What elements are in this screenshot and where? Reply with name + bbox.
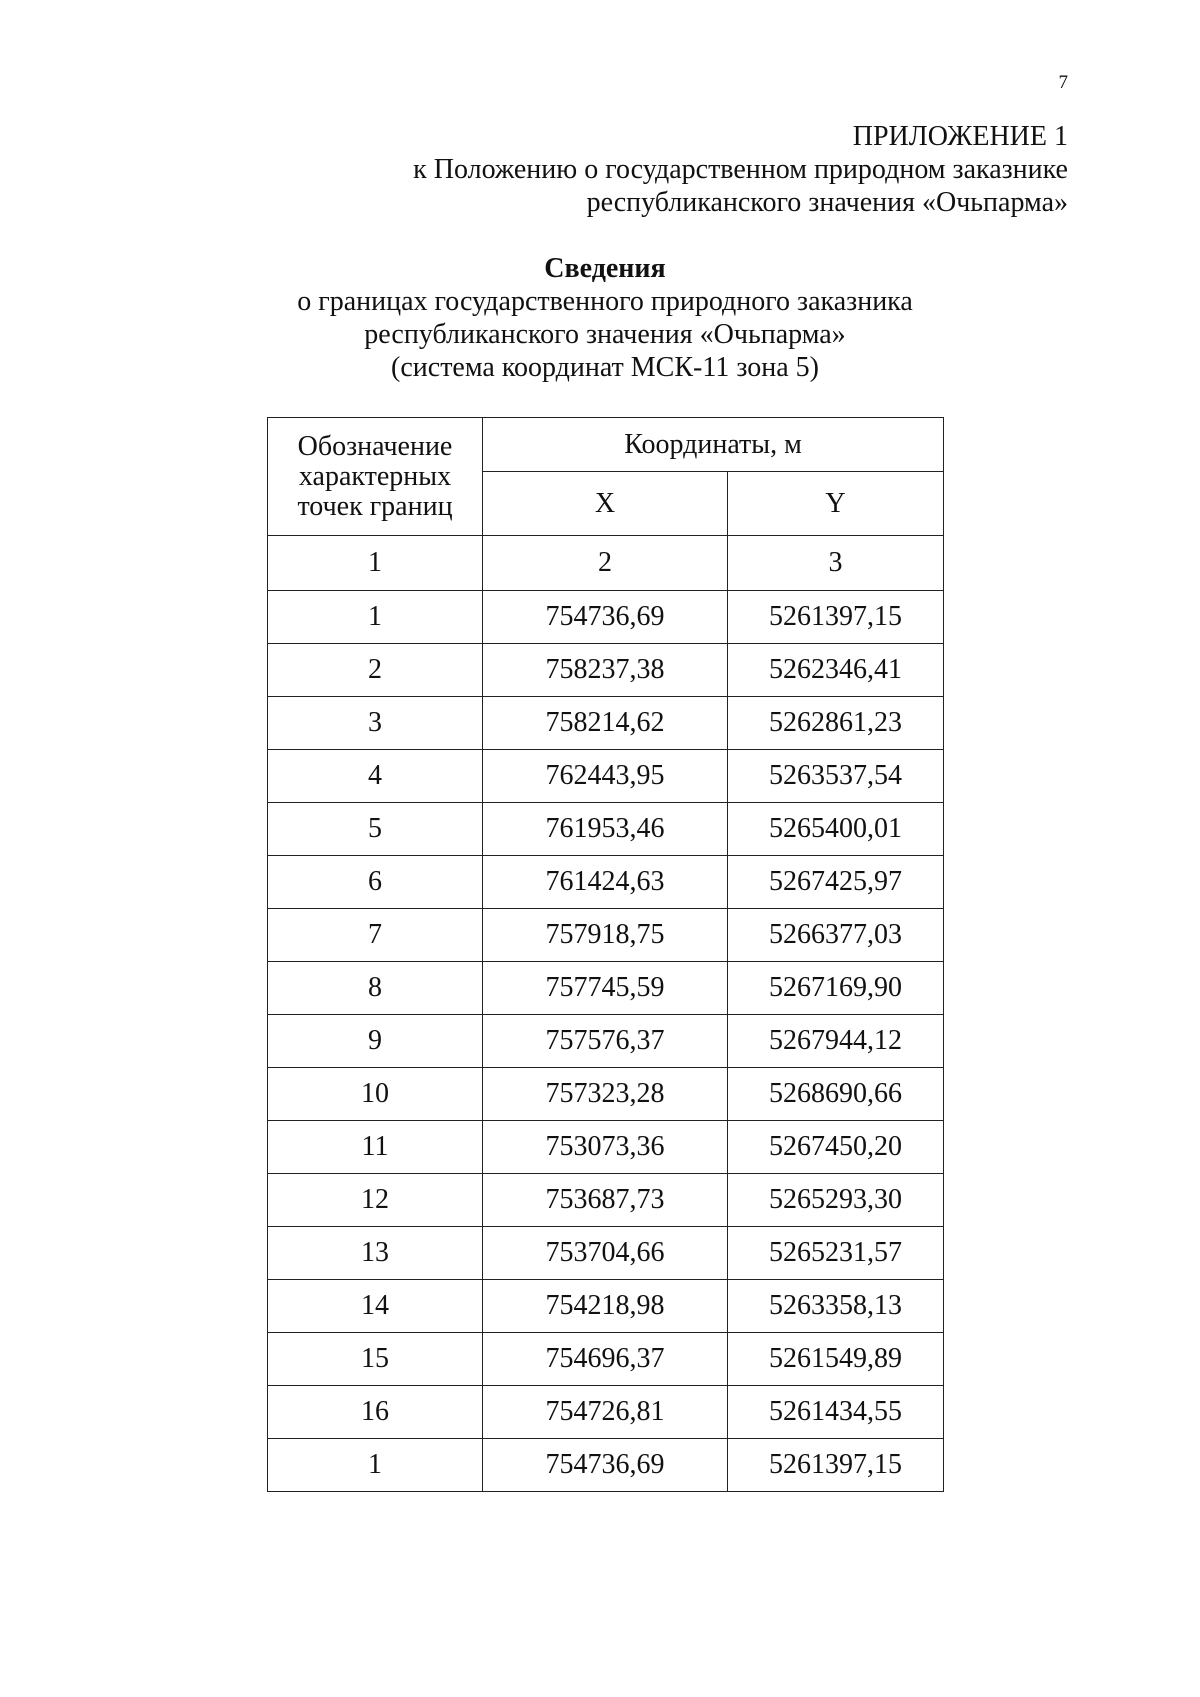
cell-y: 5261397,15 bbox=[728, 591, 944, 644]
appendix-title: ПРИЛОЖЕНИЕ 1 bbox=[852, 121, 1068, 152]
cell-x: 758214,62 bbox=[483, 697, 728, 750]
header-coords-cell: Координаты, м bbox=[483, 418, 944, 472]
heading-line-2: республиканского значения «Очьпарма» bbox=[364, 319, 846, 350]
cell-y: 5265293,30 bbox=[728, 1174, 944, 1227]
cell-x: 762443,95 bbox=[483, 750, 728, 803]
heading-line-3: (система координат МСК-11 зона 5) bbox=[391, 352, 819, 383]
heading-line-1: о границах государственного природного заказника bbox=[297, 286, 913, 317]
cell-y: 5267944,12 bbox=[728, 1015, 944, 1068]
table-row bbox=[268, 1280, 944, 1333]
cell-y: 5262861,23 bbox=[728, 697, 944, 750]
cell-y: 5263358,13 bbox=[728, 1280, 944, 1333]
cell-point: 16 bbox=[268, 1386, 483, 1439]
document-heading bbox=[0, 252, 1200, 384]
heading-title: Сведения bbox=[544, 253, 666, 284]
table-row bbox=[268, 644, 944, 697]
cell-x: 754218,98 bbox=[483, 1280, 728, 1333]
table-row bbox=[268, 697, 944, 750]
table-row bbox=[268, 1015, 944, 1068]
table-row bbox=[268, 1068, 944, 1121]
cell-x: 757745,59 bbox=[483, 962, 728, 1015]
table-row bbox=[268, 1174, 944, 1227]
cell-y: 5263537,54 bbox=[728, 750, 944, 803]
cell-x: 761953,46 bbox=[483, 803, 728, 856]
cell-x: 757918,75 bbox=[483, 909, 728, 962]
index-cell-3: 3 bbox=[728, 536, 944, 591]
table-row bbox=[268, 591, 944, 644]
cell-x: 753073,36 bbox=[483, 1121, 728, 1174]
cell-x: 753704,66 bbox=[483, 1227, 728, 1280]
cell-y: 5268690,66 bbox=[728, 1068, 944, 1121]
table-row bbox=[268, 1439, 944, 1492]
cell-x: 753687,73 bbox=[483, 1174, 728, 1227]
cell-point: 15 bbox=[268, 1333, 483, 1386]
cell-point: 2 bbox=[268, 644, 483, 697]
table-row bbox=[268, 1386, 944, 1439]
cell-point: 12 bbox=[268, 1174, 483, 1227]
cell-y: 5266377,03 bbox=[728, 909, 944, 962]
cell-y: 5261549,89 bbox=[728, 1333, 944, 1386]
cell-point: 8 bbox=[268, 962, 483, 1015]
cell-x: 754736,69 bbox=[483, 591, 728, 644]
cell-point: 14 bbox=[268, 1280, 483, 1333]
cell-x: 757323,28 bbox=[483, 1068, 728, 1121]
table-row bbox=[268, 1227, 944, 1280]
table-row bbox=[268, 750, 944, 803]
table-index-row bbox=[268, 536, 944, 591]
table-row bbox=[268, 803, 944, 856]
cell-point: 13 bbox=[268, 1227, 483, 1280]
header-point-cell: Обозначение характерных точек границ bbox=[268, 418, 483, 536]
page-number: 7 bbox=[1058, 72, 1068, 93]
cell-y: 5261434,55 bbox=[728, 1386, 944, 1439]
cell-x: 754696,37 bbox=[483, 1333, 728, 1386]
cell-point: 4 bbox=[268, 750, 483, 803]
header-x-cell: X bbox=[483, 472, 728, 536]
cell-point: 11 bbox=[268, 1121, 483, 1174]
cell-point: 9 bbox=[268, 1015, 483, 1068]
cell-x: 754736,69 bbox=[483, 1439, 728, 1492]
header-y-cell: Y bbox=[728, 472, 944, 536]
table-header-row bbox=[268, 418, 944, 472]
appendix-block bbox=[413, 120, 1068, 219]
cell-y: 5267425,97 bbox=[728, 856, 944, 909]
cell-y: 5267169,90 bbox=[728, 962, 944, 1015]
cell-y: 5267450,20 bbox=[728, 1121, 944, 1174]
cell-x: 758237,38 bbox=[483, 644, 728, 697]
table-row bbox=[268, 909, 944, 962]
cell-point: 10 bbox=[268, 1068, 483, 1121]
appendix-line-1: к Положению о государственном природном заказнике bbox=[413, 154, 1068, 185]
coordinates-table bbox=[267, 417, 944, 1492]
cell-y: 5265231,57 bbox=[728, 1227, 944, 1280]
cell-point: 6 bbox=[268, 856, 483, 909]
cell-x: 754726,81 bbox=[483, 1386, 728, 1439]
index-cell-1: 1 bbox=[268, 536, 483, 591]
cell-point: 1 bbox=[268, 1439, 483, 1492]
cell-point: 3 bbox=[268, 697, 483, 750]
cell-x: 761424,63 bbox=[483, 856, 728, 909]
table-row bbox=[268, 962, 944, 1015]
cell-y: 5265400,01 bbox=[728, 803, 944, 856]
table-row bbox=[268, 1333, 944, 1386]
cell-point: 1 bbox=[268, 591, 483, 644]
cell-y: 5261397,15 bbox=[728, 1439, 944, 1492]
index-cell-2: 2 bbox=[483, 536, 728, 591]
cell-point: 5 bbox=[268, 803, 483, 856]
table-row bbox=[268, 856, 944, 909]
appendix-line-2: республиканского значения «Очьпарма» bbox=[586, 187, 1068, 218]
cell-y: 5262346,41 bbox=[728, 644, 944, 697]
table-row bbox=[268, 1121, 944, 1174]
cell-x: 757576,37 bbox=[483, 1015, 728, 1068]
cell-point: 7 bbox=[268, 909, 483, 962]
